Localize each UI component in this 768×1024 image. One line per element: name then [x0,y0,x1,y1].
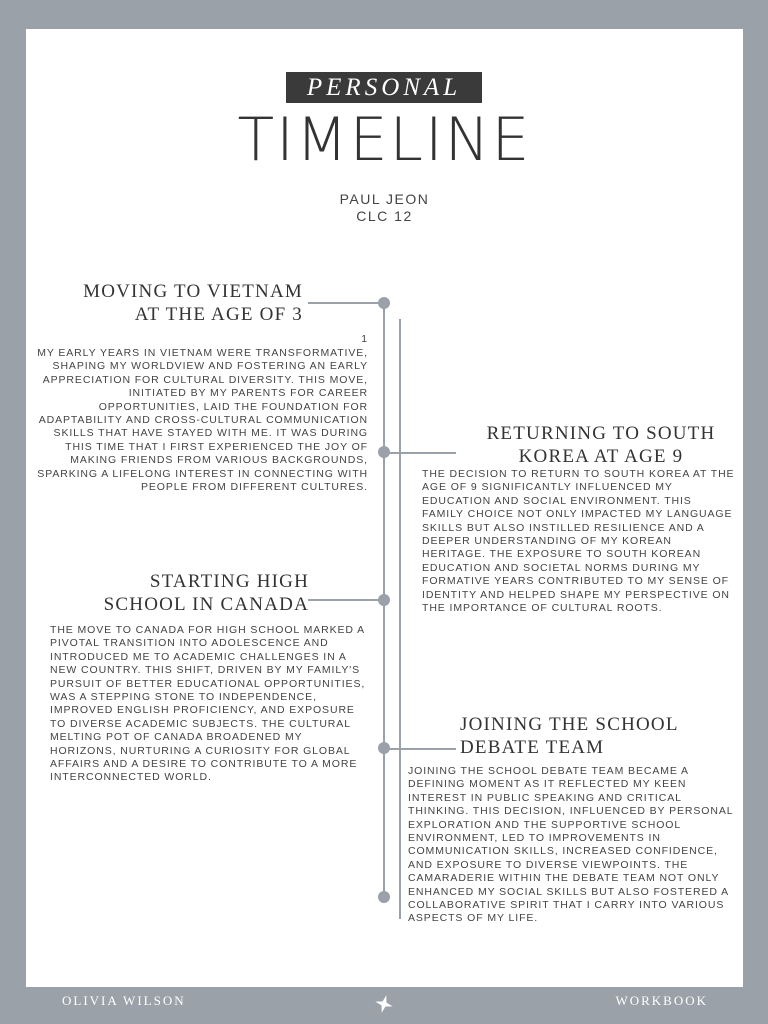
event-2-title-line2: KOREA AT AGE 9 [518,446,684,467]
timeline-dot-4 [378,742,390,754]
author-block [26,191,743,225]
timeline-line-secondary [399,319,401,919]
event-1-description: MY EARLY YEARS IN VIETNAM WERE TRANSFORMATIVE, SHAPING MY WORLDVIEW AND FOSTERING AN EARLY APPRECIATION FOR CULTURAL DIVERSITY. THIS MOVE, INITIATED BY MY PARENTS FOR CAREER OPPORTUNITIES, LAID THE FOUNDATION FOR ADAPTABILITY AND CROSS-CULTURAL COMMUNICATION SKILLS THAT HAVE STAYED WITH ME. IT WAS DURING THIS TIME THAT I FIRST EXPERIENCED THE JOY OF MAKING FRIENDS FROM VARIOUS BACKGROUNDS, SPARKING A LIFELONG INTEREST IN CONNECTING WITH PEOPLE FROM DIFFERENT CULTURES. [37,347,368,494]
timeline-dot-2 [378,446,390,458]
connector-2 [384,452,456,454]
event-4-title-line1: JOINING THE SCHOOL [460,714,679,735]
event-2-title-line1: RETURNING TO SOUTH [486,423,716,444]
footer-left: OLIVIA WILSON [62,993,186,1008]
connector-4 [384,748,456,750]
event-4-title [460,713,679,759]
author-course: CLC 12 [356,208,413,224]
badge-personal: PERSONAL [286,72,482,103]
event-4-title-line2: DEBATE TEAM [460,737,605,758]
event-3-title-line2: SCHOOL IN CANADA [103,594,309,615]
timeline-dot-3 [378,594,390,606]
connector-3 [308,599,384,601]
footer-right: WORKBOOK [615,993,708,1008]
event-1-number: 1 [361,333,368,345]
event-1-title [83,280,303,326]
connector-1 [308,302,384,304]
author-name: PAUL JEON [339,191,430,207]
timeline-dot-end [378,891,390,903]
four-point-star-icon [374,994,394,1014]
event-1-title-line1: MOVING TO VIETNAM [83,281,303,302]
page [26,29,743,987]
event-2-description: THE DECISION TO RETURN TO SOUTH KOREA AT THE AGE OF 9 SIGNIFICANTLY INFLUENCED MY EDUCATION AND SOCIAL ENVIRONMENT. THIS FAMILY CHOICE NOT ONLY IMPACTED MY LANGUAGE SKILLS BUT ALSO INSTILLED RESILIENCE AND A DEEPER UNDERSTANDING OF MY KOREAN HERITAGE. THE EXPOSURE TO SOUTH KOREAN EDUCATION AND SOCIETAL NORMS DURING MY FORMATIVE YEARS CONTRIBUTED TO MY SENSE OF IDENTITY AND HELPED SHAPE MY PERSPECTIVE ON THE IMPORTANCE OF CULTURAL ROOTS. [422,468,735,615]
event-3-title-line1: STARTING HIGH [149,571,309,592]
timeline-dot-1 [378,297,390,309]
event-4-description: JOINING THE SCHOOL DEBATE TEAM BECAME A DEFINING MOMENT AS IT REFLECTED MY KEEN INTEREST IN PUBLIC SPEAKING AND CRITICAL THINKING. THIS DECISION, INFLUENCED BY PERSONAL EXPLORATION AND THE SUPPORTIVE SCHOOL ENVIRONMENT, LED TO IMPROVEMENTS IN COMMUNICATION SKILLS, INCREASED CONFIDENCE, AND EXPOSURE TO DIVERSE VIEWPOINTS. THE CAMARADERIE WITHIN THE DEBATE TEAM NOT ONLY ENHANCED MY SOCIAL SKILLS BUT ALSO FOSTERED A COLLABORATIVE SPIRIT THAT I CARRY INTO VARIOUS ASPECTS OF MY LIFE. [408,765,734,925]
event-2-title [466,422,736,468]
event-1-title-line2: AT THE AGE OF 3 [134,304,303,325]
page-title: TIMELINE [237,105,532,175]
event-3-description: THE MOVE TO CANADA FOR HIGH SCHOOL MARKED A PIVOTAL TRANSITION INTO ADOLESCENCE AND INTRODUCED ME TO ACADEMIC CHALLENGES IN A NEW COUNTRY. THIS SHIFT, DRIVEN BY MY FAMILY'S PURSUIT OF BETTER EDUCATIONAL OPPORTUNITIES, WAS A STEPPING STONE TO INDEPENDENCE, IMPROVED ENGLISH PROFICIENCY, AND EXPOSURE TO DIVERSE ACADEMIC SUBJECTS. THE CULTURAL MELTING POT OF CANADA BROADENED MY HORIZONS, NURTURING A CURIOSITY FOR GLOBAL AFFAIRS AND A DESIRE TO CONTRIBUTE TO A MORE INTERCONNECTED WORLD. [50,624,366,784]
event-3-title [104,570,309,616]
